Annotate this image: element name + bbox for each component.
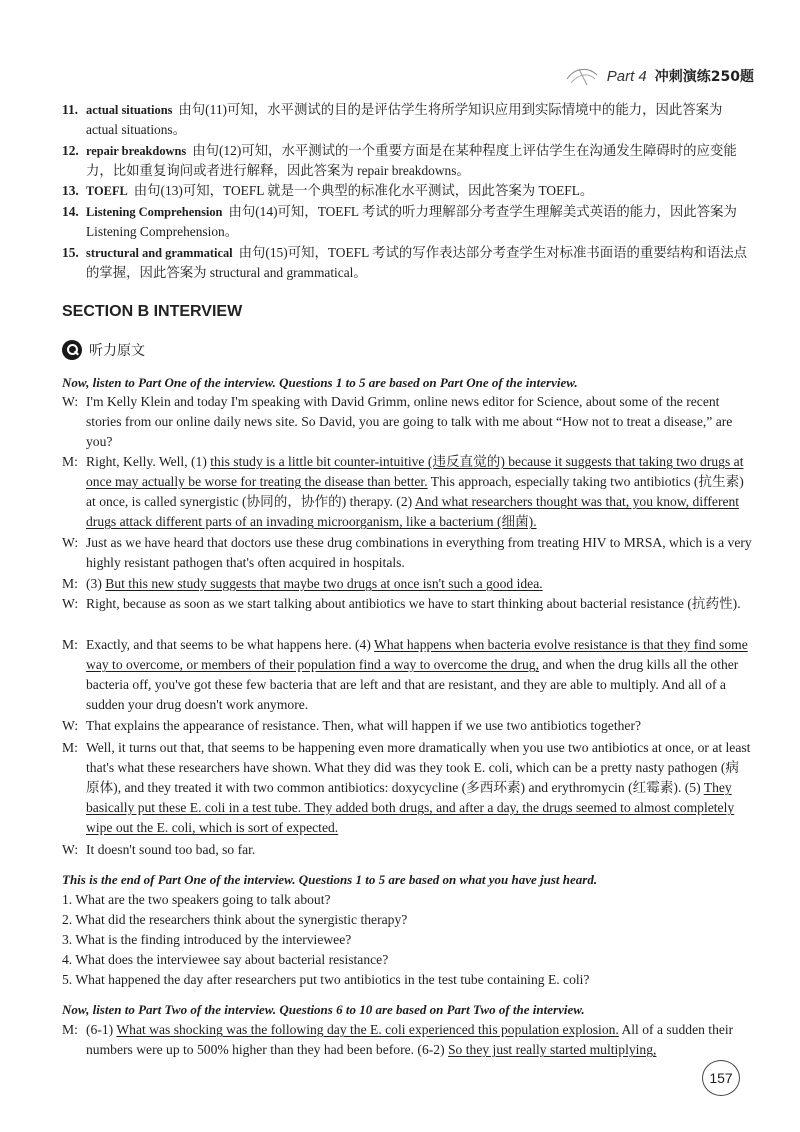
part1-instruction: Now, listen to Part One of the interview. Questions 1 to 5 are based on Part One of the interview.: [62, 375, 578, 390]
key-sentence: What was shocking was the following day the E. coli experienced this population explosion.: [116, 1022, 619, 1037]
page-header: [565, 64, 754, 88]
part-title: 冲刺演练250题: [654, 69, 754, 85]
key-sentence: But this new study suggests that maybe two drugs at once isn't such a good idea.: [105, 576, 543, 591]
answer-explanation: 由句(12)可知，水平测试的一个重要方面是在某种程度上评估学生在沟通发生障碍时的应变能力，比如重复询问或者进行解释，因此答案为 repair breakdowns。: [86, 143, 737, 178]
dialogue-turn: M: Right, Kelly. Well, (1) this study is a little bit counter-intuitive (违反直觉的) because it suggests that taking two drugs at once may actually be worse for treating the disease than better. This approach, especially taking two antibiotics (抗生素) at once, is called synergistic (协同的，协作的) therapy. (2) And what researchers thought was that, you know, different drugs attack different parts of an invading microorganism, like a bacterium (细菌).: [62, 454, 744, 529]
dialogue-turn: W: Just as we have heard that doctors use these drug combinations in everything from treating HIV to MRSA, which is a very highly resistant pathogen that's often acquired in hospitals.: [62, 535, 752, 570]
dialogue-turn: W: It doesn't sound too bad, so far.: [62, 842, 256, 857]
dialogue-turn: M: Well, it turns out that, that seems to be happening even more dramatically when you use two antibiotics at once, or at least that's what these researchers have shown. What they did was they took E. coli, which can be a pretty nasty pathogen (病原体), and they treated it with two common antibiotics: doxycycline (多西环素) and erythromycin (红霉素). (5) They basically put these E. coli in a test tube. They added both drugs, and after a day, the drugs seemed to almost completely wipe out the E. coli, which is sort of expected.: [62, 740, 751, 835]
answer-item: 11. actual situations 由句(11)可知，水平测试的目的是评估学生将所学知识应用到实际情境中的能力，因此答案为 actual situations。: [62, 102, 723, 137]
key-sentence: They basically put these E. coli in a test tube. They added both drugs, and after a day, the drugs seemed to almost completely wipe out the E. coli, which is sort of expected.: [86, 780, 735, 835]
answer-key: structural and grammatical: [86, 246, 233, 260]
answer-explanation: 由句(11)可知，水平测试的目的是评估学生将所学知识应用到实际情境中的能力，因此答案为 actual situations。: [86, 102, 723, 137]
question-item: 4. What does the interviewee say about bacterial resistance?: [62, 952, 389, 967]
magnifier-icon: [62, 340, 82, 360]
answer-explanation: 由句(15)可知，TOEFL 考试的写作表达部分考查学生对标准书面语的重要结构和语法点的掌握，因此答案为 structural and grammatical。: [86, 245, 748, 280]
question-item: 5. What happened the day after researchers put two antibiotics in the test tube containing E. coli?: [62, 972, 590, 987]
dialogue-turn: W: I'm Kelly Klein and today I'm speaking with David Grimm, online news editor for Science, about some of the recent stories from our online daily news site. So David, you are going to talk with me about “How not to treat a disease,” are you?: [62, 394, 733, 449]
answer-item: 14. Listening Comprehension 由句(14)可知，TOEFL 考试的听力理解部分考查学生理解美式英语的能力，因此答案为 Listening Comprehension。: [62, 204, 737, 239]
answer-item: 15. structural and grammatical 由句(15)可知，TOEFL 考试的写作表达部分考查学生对标准书面语的重要结构和语法点的掌握，因此答案为 structural and grammatical。: [62, 245, 748, 280]
dialogue-turn: M: Exactly, and that seems to be what happens here. (4) What happens when bacteria evolve resistance is that they find some way to overcome, or members of their population find a way to overcome the drug, and when the drug kills all the other bacteria off, you've got these few bacteria that are left and that are resistant, and they are able to multiply. And all of a sudden your drug doesn't work anymore.: [62, 637, 748, 712]
answer-key: TOEFL: [86, 184, 128, 198]
answer-item: 12. repair breakdowns 由句(12)可知，水平测试的一个重要方面是在某种程度上评估学生在沟通发生障碍时的应变能力，比如重复询问或者进行解释，因此答案为 repair breakdowns。: [62, 143, 737, 178]
listening-script-heading: 听力原文: [62, 340, 145, 360]
section-title: SECTION B INTERVIEW: [62, 303, 243, 320]
question-item: 2. What did the researchers think about the synergistic therapy?: [62, 912, 408, 927]
dialogue-turn: M: (3) But this new study suggests that maybe two drugs at once isn't such a good idea.: [62, 576, 543, 591]
answer-explanation: 由句(14)可知，TOEFL 考试的听力理解部分考查学生理解美式英语的能力，因此答案为 Listening Comprehension。: [86, 204, 737, 239]
answer-explanation: 由句(13)可知，TOEFL 就是一个典型的标准化水平测试，因此答案为 TOEFL。: [133, 183, 594, 198]
key-sentence: What happens when bacteria evolve resistance is that they find some way to overcome, or members of their population find a way to overcome the drug,: [86, 637, 748, 672]
dialogue-turn: W: That explains the appearance of resistance. Then, what will happen if we use two antibiotics together?: [62, 718, 642, 733]
answer-key: actual situations: [86, 103, 173, 117]
key-sentence: And what researchers thought was that, you know, different drugs attack different parts of an invading microorganism, like a bacterium (细菌).: [86, 494, 740, 529]
key-sentence: So they just really started multiplying,: [448, 1042, 657, 1057]
question-item: 3. What is the finding introduced by the interviewee?: [62, 932, 352, 947]
dialogue-turn: M: (6-1) What was shocking was the following day the E. coli experienced this population explosion. All of a sudden their numbers were up to 500% higher than they had been before. (6-2) So they just really started multiplying,: [62, 1022, 734, 1057]
answer-key: Listening Comprehension: [86, 205, 223, 219]
question-item: 1. What are the two speakers going to talk about?: [62, 892, 331, 907]
dialogue-turn: W: Right, because as soon as we start talking about antibiotics we have to start thinking about bacterial resistance (抗药性).: [62, 596, 741, 611]
page-number: 157: [702, 1060, 740, 1096]
part-label: Part 4: [606, 67, 647, 85]
part2-instruction: Now, listen to Part Two of the interview. Questions 6 to 10 are based on Part Two of the interview.: [62, 1002, 585, 1017]
part1-end-instruction: This is the end of Part One of the interview. Questions 1 to 5 are based on what you have just heard.: [62, 872, 598, 887]
key-sentence: this study is a little bit counter-intuitive (违反直觉的) because it suggests that taking two drugs at once may actually be worse for treating the disease than better.: [86, 454, 744, 489]
leaf-decoration-icon: [565, 65, 599, 87]
answer-key: repair breakdowns: [86, 144, 187, 158]
answer-item: 13. TOEFL 由句(13)可知，TOEFL 就是一个典型的标准化水平测试，因此答案为 TOEFL。: [62, 183, 594, 198]
